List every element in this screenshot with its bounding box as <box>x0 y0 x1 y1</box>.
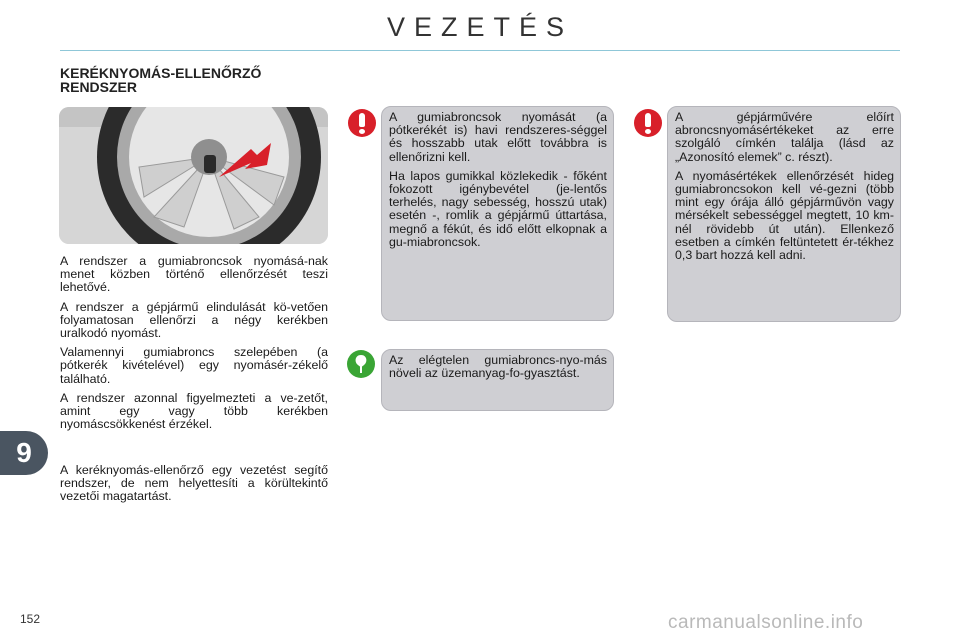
body-paragraph: Valamennyi gumiabroncs szelepében (a pótkerék kivételével) egy nyomásér-zékelő található. <box>60 345 328 386</box>
eco-paragraph: Az elégtelen gumiabroncs-nyo-más növeli az üzemanyag-fo-gyasztást. <box>389 353 607 381</box>
section-title <box>60 66 360 94</box>
page-number: 152 <box>20 612 41 626</box>
chapter-number-tab: 9 <box>0 431 48 475</box>
assist-note <box>60 464 328 504</box>
chapter-heading: VEZETÉS <box>386 12 574 42</box>
warning-paragraph: A gumiabroncsok nyomását (a pótkerékét is) havi rendszeres-séggel és hosszabb utak előtt továbbra is ellenőrizni kell. <box>389 110 607 164</box>
section-title-line-2: RENDSZER <box>60 79 138 95</box>
body-paragraph: A rendszer a gépjármű elindulását kö-vetően folyamatosan ellenőrzi a négy kerékben uralkodó nyomást. <box>60 299 328 341</box>
watermark: carmanualsonline.info <box>668 612 864 633</box>
header-divider <box>60 50 900 51</box>
body-paragraph: A rendszer a gumiabroncsok nyomásá-nak menet közben történő ellenőrzését teszi lehetővé. <box>60 254 328 295</box>
body-paragraph: A rendszer azonnal figyelmezteti a ve-zetőt, amint egy vagy több kerékben nyomáscsökkenést érzékel. <box>60 390 328 432</box>
tyre-valve-illustration <box>59 107 328 244</box>
tyre-valve-photo <box>59 107 328 244</box>
warning-paragraph: A gépjárművére előírt abroncsnyomásértékeket az erre szolgáló címkén találja (lásd az „Azonosító elemek” c. részt). <box>675 110 894 164</box>
eco-leaf-icon <box>347 350 375 378</box>
eco-tip-box <box>381 349 614 411</box>
body-paragraph: A keréknyomás-ellenőrző egy vezetést segítő rendszer, de nem helyettesíti a körültekintő vezetői magatartást. <box>60 463 328 504</box>
warning-paragraph: A nyomásértékek ellenőrzését hideg gumiabroncsokon kell vé-gezni (több mint egy órája álló gépjárművön vagy mérsékelt sebességgel megtett, 10 km-nél rövidebb út után). Ellenkező esetben a címkén feltüntetett ér-tékhez 0,3 bart hozzá kell adni. <box>675 168 894 263</box>
warning-box-pressure-values <box>667 106 901 322</box>
warning-paragraph: Ha lapos gumikkal közlekedik - főként fokozott igénybevétel (je-lentős terhelés, nagy sebesség, hosszú utak) esetén -, romlik a gépjármű úttartása, megnő a fékút, és idő előtt elkopnak a gu-miabroncsok. <box>389 168 607 249</box>
warning-exclamation-icon <box>634 109 662 137</box>
warning-box-pressure-check <box>381 106 614 321</box>
section-title-line-1: KERÉKNYOMÁS-ELLENŐRZŐ <box>60 65 262 81</box>
warning-exclamation-icon <box>348 109 376 137</box>
valve-stem <box>204 155 216 173</box>
left-text-column <box>60 255 328 437</box>
